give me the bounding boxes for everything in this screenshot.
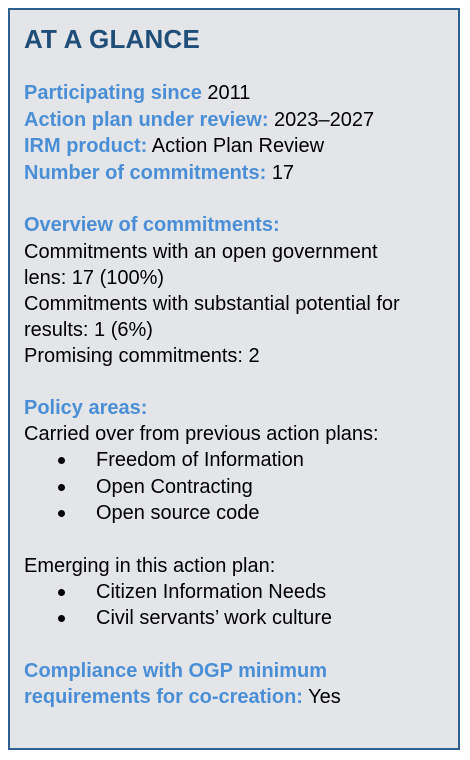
bullet-icon <box>58 615 65 622</box>
list-item-label: Civil servants’ work culture <box>96 607 332 629</box>
fact-label: Number of commitments: <box>24 161 267 184</box>
fact-value: Action Plan Review <box>151 135 325 157</box>
compliance-value: Yes <box>308 685 341 708</box>
panel-heading: AT A GLANCE <box>24 24 200 54</box>
overview-line: Commitments with an open government lens: 17 (100%) <box>24 240 378 289</box>
fact-label: Action plan under review: <box>24 108 269 131</box>
overview-line: Promising commitments: 2 <box>24 344 260 367</box>
policy-title: Policy areas: <box>24 396 148 419</box>
emerging-list <box>24 579 458 632</box>
list-item <box>58 474 458 501</box>
bullet-icon <box>58 457 65 464</box>
fact-value: 2023–2027 <box>274 108 375 131</box>
bullet-icon <box>58 589 65 596</box>
list-item-label: Citizen Information Needs <box>96 580 327 603</box>
fact-number-of-commitments <box>24 160 458 187</box>
list-item <box>58 605 458 632</box>
at-a-glance-panel <box>8 8 460 750</box>
fact-label: IRM product: <box>24 135 148 157</box>
fact-action-plan <box>24 107 458 134</box>
policy-section <box>24 395 458 632</box>
overview-line: Commitments with substantial potential for results: 1 (6%) <box>24 292 400 341</box>
fact-label: Participating since <box>24 82 202 104</box>
fact-value: 2011 <box>207 82 251 104</box>
emerging-intro: Emerging in this action plan: <box>24 554 276 577</box>
list-item-label: Open Contracting <box>96 475 253 498</box>
bullet-icon <box>58 510 65 517</box>
carried-list <box>24 447 458 527</box>
fact-value: 17 <box>271 161 295 184</box>
list-item <box>58 579 458 606</box>
list-item <box>58 447 458 474</box>
compliance-label: Compliance with OGP minimum requirements for co-creation: <box>24 659 328 708</box>
list-item-label: Open source code <box>96 502 260 524</box>
overview-title: Overview of commitments: <box>24 214 280 236</box>
overview-section <box>24 212 458 369</box>
compliance-row <box>24 658 444 710</box>
facts-block <box>24 80 458 186</box>
carried-intro: Carried over from previous action plans: <box>24 423 379 445</box>
list-item <box>58 500 458 527</box>
fact-irm-product <box>24 133 458 160</box>
list-item-label: Freedom of Information <box>96 449 304 471</box>
bullet-icon <box>58 484 65 491</box>
fact-participating-since <box>24 80 458 107</box>
